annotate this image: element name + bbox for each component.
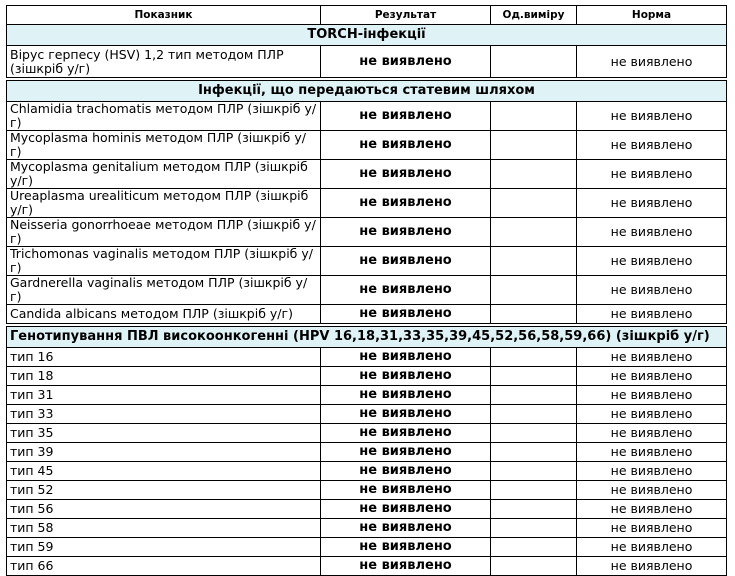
cell-result: не виявлено — [321, 160, 491, 189]
cell-result: не виявлено — [321, 367, 491, 386]
table-row — [7, 46, 727, 78]
table-row — [7, 557, 727, 576]
section-title: Інфекції, що передаються статевим шляхом — [7, 81, 727, 102]
cell-result: не виявлено — [321, 424, 491, 443]
cell-result: не виявлено — [321, 131, 491, 160]
cell-indicator: тип 18 — [7, 367, 321, 386]
section-title: Генотипування ПВЛ високоонкогенні (HPV 16,18,31,33,35,39,45,52,56,58,59,66) (зішкріб у/г) — [7, 327, 727, 348]
table-row — [7, 102, 727, 131]
cell-norm: не виявлено — [577, 189, 727, 218]
cell-unit — [491, 218, 577, 247]
cell-result: не виявлено — [321, 443, 491, 462]
cell-unit — [491, 443, 577, 462]
cell-norm: не виявлено — [577, 386, 727, 405]
table-row — [7, 519, 727, 538]
table-row — [7, 538, 727, 557]
cell-indicator: Mycoplasma hominis методом ПЛР (зішкріб у/г) — [7, 131, 321, 160]
cell-indicator: тип 16 — [7, 348, 321, 367]
cell-result: не виявлено — [321, 538, 491, 557]
cell-norm: не виявлено — [577, 481, 727, 500]
section-header-hpv — [7, 327, 727, 348]
table-row — [7, 131, 727, 160]
cell-unit — [491, 305, 577, 324]
table-row — [7, 276, 727, 305]
cell-unit — [491, 481, 577, 500]
cell-norm: не виявлено — [577, 46, 727, 78]
cell-unit — [491, 462, 577, 481]
header-result: Результат — [321, 6, 491, 25]
cell-unit — [491, 519, 577, 538]
cell-result: не виявлено — [321, 386, 491, 405]
cell-indicator: тип 35 — [7, 424, 321, 443]
cell-norm: не виявлено — [577, 218, 727, 247]
table-row — [7, 367, 727, 386]
cell-unit — [491, 557, 577, 576]
cell-unit — [491, 538, 577, 557]
cell-norm: не виявлено — [577, 538, 727, 557]
table-row — [7, 247, 727, 276]
cell-unit — [491, 424, 577, 443]
table-row — [7, 424, 727, 443]
table-row — [7, 405, 727, 424]
cell-result: не виявлено — [321, 305, 491, 324]
section-header-sti — [7, 81, 727, 102]
table-header-row — [7, 6, 727, 25]
cell-norm: не виявлено — [577, 443, 727, 462]
cell-indicator: тип 66 — [7, 557, 321, 576]
cell-indicator: тип 31 — [7, 386, 321, 405]
table-row — [7, 443, 727, 462]
cell-result: не виявлено — [321, 519, 491, 538]
cell-indicator: Chlamidia trachomatis методом ПЛР (зішкріб у/г) — [7, 102, 321, 131]
cell-norm: не виявлено — [577, 131, 727, 160]
cell-result: не виявлено — [321, 218, 491, 247]
table-row — [7, 462, 727, 481]
cell-result: не виявлено — [321, 500, 491, 519]
header-unit: Од.виміру — [491, 6, 577, 25]
cell-result: не виявлено — [321, 189, 491, 218]
section-title: TORCH-інфекції — [7, 25, 727, 46]
header-norm: Норма — [577, 6, 727, 25]
cell-norm: не виявлено — [577, 102, 727, 131]
table-row — [7, 189, 727, 218]
table-row — [7, 305, 727, 324]
cell-unit — [491, 247, 577, 276]
cell-unit — [491, 46, 577, 78]
cell-unit — [491, 405, 577, 424]
cell-norm: не виявлено — [577, 519, 727, 538]
cell-unit — [491, 131, 577, 160]
table-row — [7, 481, 727, 500]
cell-indicator: Candida albicans методом ПЛР (зішкріб у/г) — [7, 305, 321, 324]
cell-indicator: Mycoplasma genitalium методом ПЛР (зішкріб у/г) — [7, 160, 321, 189]
section-header-torch — [7, 25, 727, 46]
cell-result: не виявлено — [321, 247, 491, 276]
cell-indicator: тип 58 — [7, 519, 321, 538]
cell-norm: не виявлено — [577, 305, 727, 324]
cell-indicator: Gardnerella vaginalis методом ПЛР (зішкріб у/г) — [7, 276, 321, 305]
cell-norm: не виявлено — [577, 348, 727, 367]
cell-norm: не виявлено — [577, 367, 727, 386]
table-row — [7, 348, 727, 367]
cell-norm: не виявлено — [577, 160, 727, 189]
cell-indicator: тип 56 — [7, 500, 321, 519]
table-row — [7, 160, 727, 189]
cell-result: не виявлено — [321, 276, 491, 305]
cell-norm: не виявлено — [577, 462, 727, 481]
cell-indicator: тип 33 — [7, 405, 321, 424]
cell-unit — [491, 102, 577, 131]
cell-norm: не виявлено — [577, 247, 727, 276]
cell-norm: не виявлено — [577, 500, 727, 519]
table-row — [7, 218, 727, 247]
cell-indicator: тип 59 — [7, 538, 321, 557]
cell-result: не виявлено — [321, 46, 491, 78]
cell-unit — [491, 276, 577, 305]
cell-unit — [491, 189, 577, 218]
table-body — [7, 25, 727, 576]
cell-unit — [491, 367, 577, 386]
table-row — [7, 386, 727, 405]
cell-indicator: Neisseria gonorrhoeae методом ПЛР (зішкріб у/г) — [7, 218, 321, 247]
cell-norm: не виявлено — [577, 557, 727, 576]
cell-unit — [491, 500, 577, 519]
cell-indicator: Trichomonas vaginalis методом ПЛР (зішкріб у/г) — [7, 247, 321, 276]
results-table — [6, 5, 727, 576]
cell-indicator: Ureaplasma urealiticum методом ПЛР (зішкріб у/г) — [7, 189, 321, 218]
results-sheet — [6, 5, 726, 576]
cell-unit — [491, 386, 577, 405]
cell-norm: не виявлено — [577, 405, 727, 424]
cell-norm: не виявлено — [577, 276, 727, 305]
cell-unit — [491, 348, 577, 367]
cell-result: не виявлено — [321, 102, 491, 131]
cell-result: не виявлено — [321, 462, 491, 481]
cell-result: не виявлено — [321, 348, 491, 367]
table-row — [7, 500, 727, 519]
cell-result: не виявлено — [321, 481, 491, 500]
cell-norm: не виявлено — [577, 424, 727, 443]
cell-indicator: тип 45 — [7, 462, 321, 481]
header-indicator: Показник — [7, 6, 321, 25]
cell-result: не виявлено — [321, 557, 491, 576]
cell-indicator: тип 39 — [7, 443, 321, 462]
cell-indicator: тип 52 — [7, 481, 321, 500]
cell-result: не виявлено — [321, 405, 491, 424]
cell-unit — [491, 160, 577, 189]
cell-indicator: Вірус герпесу (HSV) 1,2 тип методом ПЛР (зішкріб у/г) — [7, 46, 321, 78]
